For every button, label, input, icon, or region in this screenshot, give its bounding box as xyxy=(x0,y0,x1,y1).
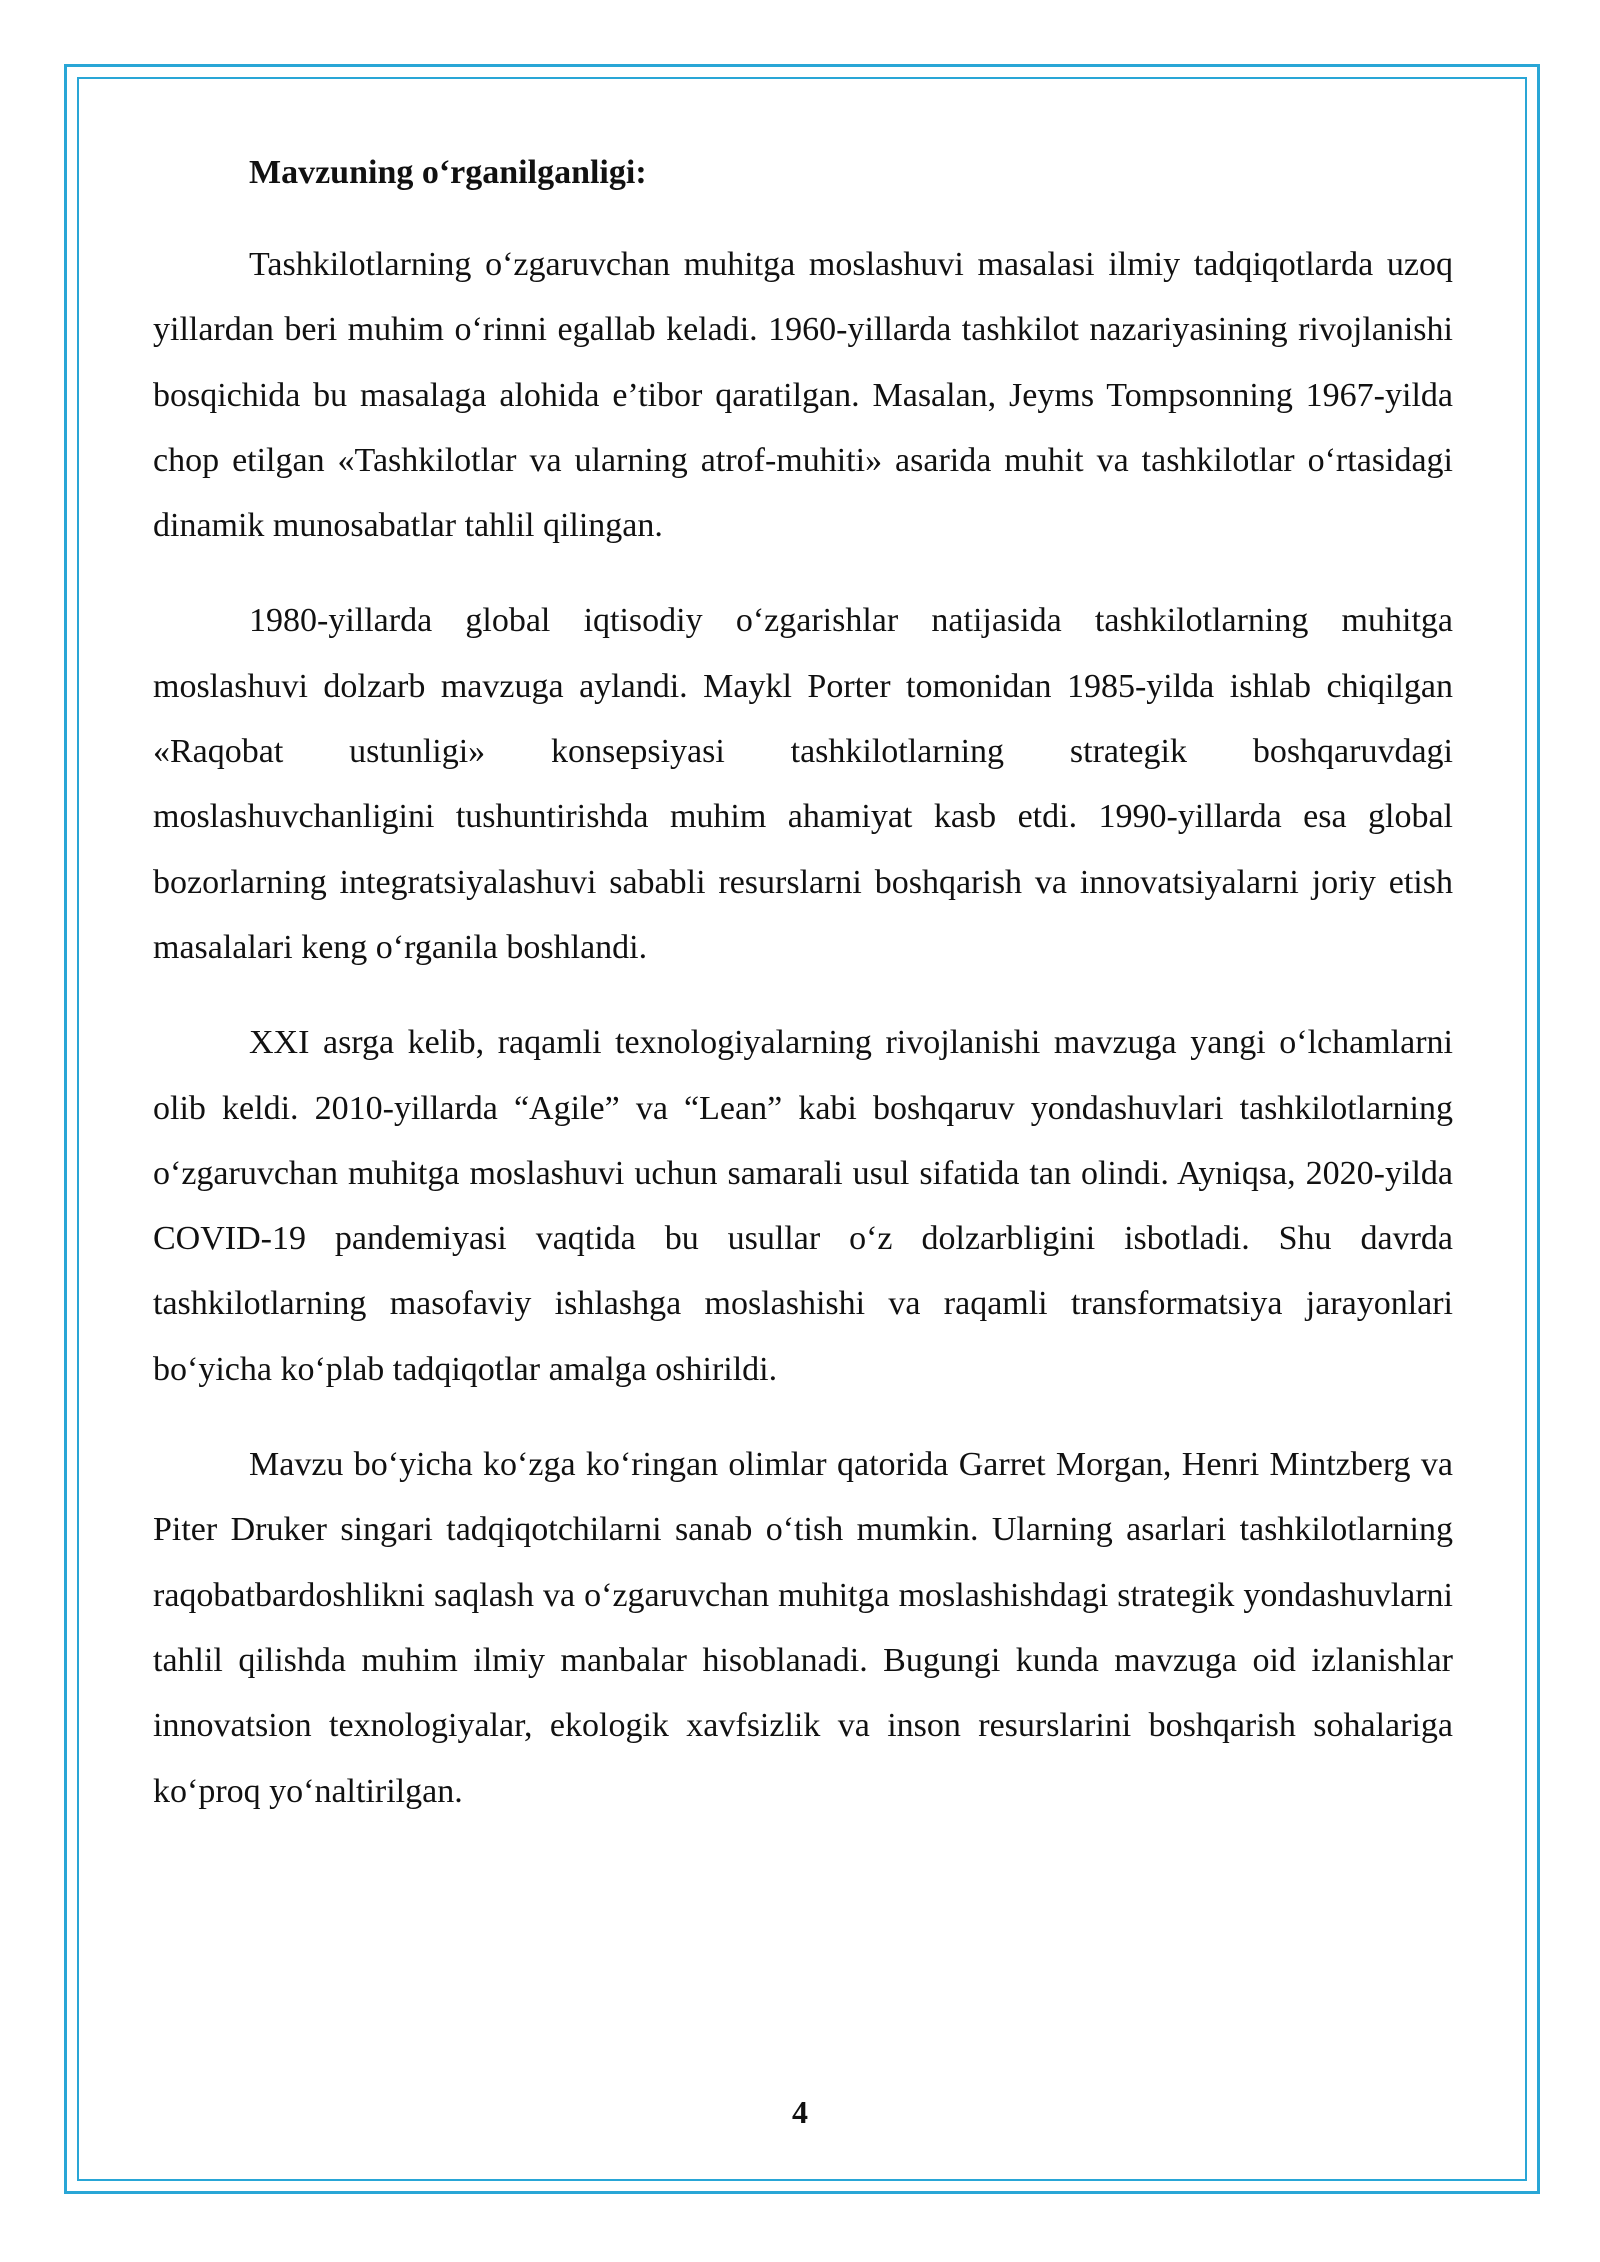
section-heading: Mavzuning o‘rganilganligi: xyxy=(249,154,647,191)
paragraph-3: XXI asrga kelib, raqamli texnologiyalarning rivojlanishi mavzuga yangi o‘lchamlarni olib keldi. 2010-yillarda “Agile” va “Lean” kabi boshqaruv yondashuvlari tashkilotlarning o‘zgaruvchan muhitga moslashuvi uchun samarali usul sifatida tan olindi. Ayniqsa, 2020-yilda COVID-19 pandemiyasi vaqtida bu usullar o‘z dolzarbligini isbotladi. Shu davrda tashkilotlarning masofaviy ishlashga moslashishi va raqamli transformatsiya jarayonlari bo‘yicha ko‘plab tadqiqotlar amalga oshirildi. xyxy=(153,1024,1453,1388)
page-content xyxy=(153,148,1453,1854)
paragraph-2: 1980-yillarda global iqtisodiy o‘zgarishlar natijasida tashkilotlarning muhitga moslashuvi dolzarb mavzuga aylandi. Maykl Porter tomonidan 1985-yilda ishlab chiqilgan «Raqobat ustunligi» konsepsiyasi tashkilotlarning strategik boshqaruvdagi moslashuvchanligini tushuntirishda muhim ahamiyat kasb etdi. 1990-yillarda esa global bozorlarning integratsiyalashuvi sababli resurslarni boshqarish va innovatsiyalarni joriy etish masalalari keng o‘rganila boshlandi. xyxy=(153,602,1453,966)
paragraph-4: Mavzu bo‘yicha ko‘zga ko‘ringan olimlar qatorida Garret Morgan, Henri Mintzberg va Piter Druker singari tadqiqotchilarni sanab o‘tish mumkin. Ularning asarlari tashkilotlarning raqobatbardoshlikni saqlash va o‘zgaruvchan muhitga moslashishdagi strategik yondashuvlarni tahlil qilishda muhim ilmiy manbalar hisoblanadi. Bugungi kunda mavzuga oid izlanishlar innovatsion texnologiyalar, ekologik xavfsizlik va inson resurslarini boshqarish sohalariga ko‘proq yo‘naltirilgan. xyxy=(153,1446,1453,1810)
page-number: 4 xyxy=(792,2094,808,2130)
paragraph-1: Tashkilotlarning o‘zgaruvchan muhitga moslashuvi masalasi ilmiy tadqiqotlarda uzoq yillardan beri muhim o‘rinni egallab keladi. 1960-yillarda tashkilot nazariyasining rivojlanishi bosqichida bu masalaga alohida e’tibor qaratilgan. Masalan, Jeyms Tompsonning 1967-yilda chop etilgan «Tashkilotlar va ularning atrof-muhiti» asarida muhit va tashkilotlar o‘rtasidagi dinamik munosabatlar tahlil qilingan. xyxy=(153,246,1453,545)
